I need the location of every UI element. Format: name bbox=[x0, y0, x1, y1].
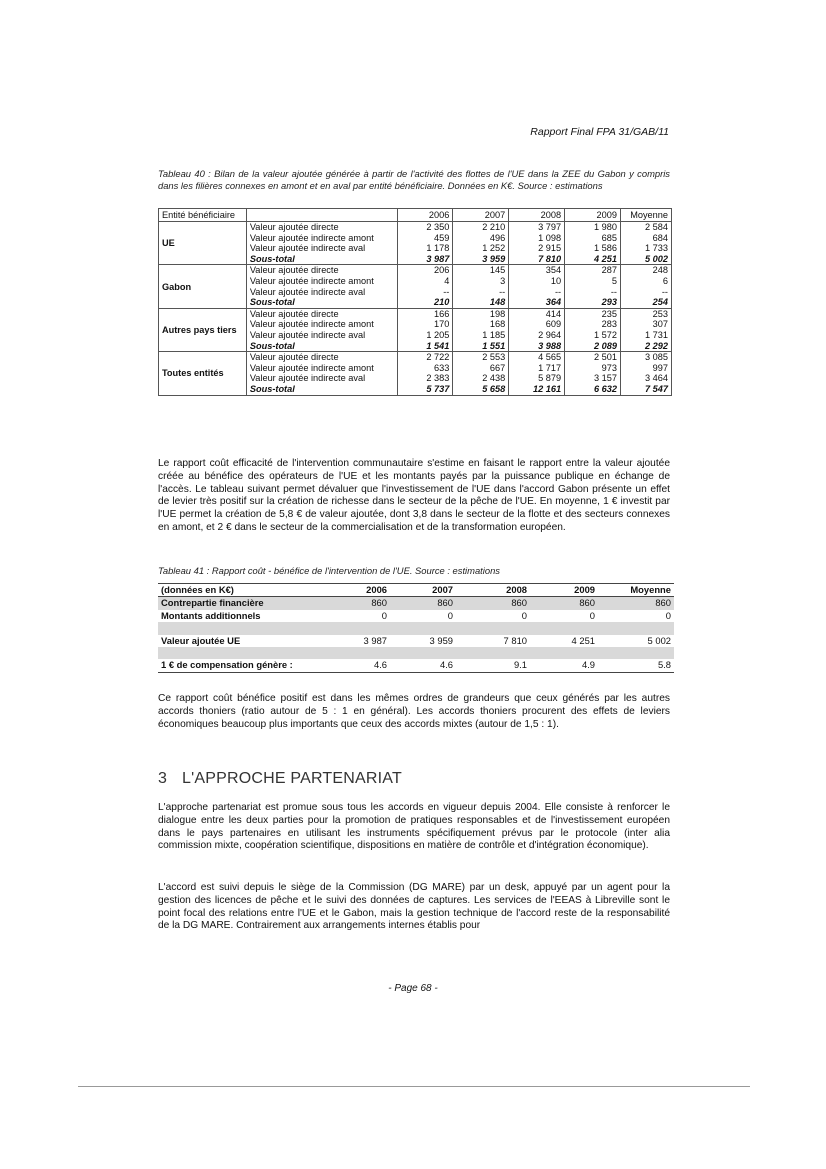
section-number: 3 bbox=[158, 770, 168, 787]
table40-value-cell: 3 797 bbox=[509, 222, 565, 233]
table41-label-cell bbox=[158, 647, 320, 659]
table41-value-cell: 4.6 bbox=[390, 659, 456, 672]
table40-entity-cell: Autres pays tiers bbox=[159, 308, 247, 351]
table40-value-cell: 2 722 bbox=[398, 352, 453, 363]
table40-value-cell: 293 bbox=[565, 297, 621, 308]
table40-value-cell: 253 bbox=[621, 308, 672, 319]
table40-value-cell: 496 bbox=[453, 233, 509, 244]
table40-value-cell: 1 252 bbox=[453, 243, 509, 254]
table40-value-cell: 307 bbox=[621, 319, 672, 330]
table40-row bbox=[159, 352, 672, 363]
table41-value-cell: 0 bbox=[521, 609, 527, 621]
table41-value-cell: 860 bbox=[530, 597, 598, 610]
table41-header-cell: 2007 bbox=[390, 584, 456, 597]
table41-value-cell: 4 251 bbox=[571, 634, 595, 646]
table40-value-cell: 1 731 bbox=[621, 330, 672, 341]
table40-value-cell: 254 bbox=[621, 297, 672, 308]
table41-value-cell: 0 bbox=[381, 609, 387, 621]
table40-value-cell: 5 879 bbox=[509, 373, 565, 384]
page-number: - Page 68 - bbox=[388, 983, 438, 994]
table40-value-cell: 283 bbox=[565, 319, 621, 330]
table40-header-cell: 2006 bbox=[398, 209, 453, 222]
table40-value-cell: 997 bbox=[621, 363, 672, 374]
table41-value-cell: 5 002 bbox=[647, 634, 671, 646]
table41-header-cell: 2006 bbox=[320, 584, 390, 597]
table40-value-cell: 1 572 bbox=[565, 330, 621, 341]
table41-label-cell: Montants additionnels bbox=[161, 609, 261, 621]
table41-row bbox=[158, 597, 674, 610]
table41-row bbox=[158, 610, 674, 622]
table41-header-cell: 2009 bbox=[530, 584, 598, 597]
table40-header-cell: 2009 bbox=[565, 209, 621, 222]
table40-value-cell: 2 292 bbox=[621, 341, 672, 352]
table40-entity-cell: Toutes entités bbox=[159, 352, 247, 395]
table40-value-cell: 5 737 bbox=[398, 384, 453, 395]
cost-benefit-table bbox=[158, 583, 674, 673]
table40-label-cell: Valeur ajoutée indirecte aval bbox=[246, 287, 398, 298]
table40-value-cell: 6 632 bbox=[565, 384, 621, 395]
table40-value-cell: 973 bbox=[565, 363, 621, 374]
table40-value-cell: 12 161 bbox=[509, 384, 565, 395]
table40-value-cell: 2 553 bbox=[453, 352, 509, 363]
section-heading bbox=[158, 770, 402, 788]
table40-value-cell: -- bbox=[565, 287, 621, 298]
table40-value-cell: -- bbox=[509, 287, 565, 298]
table40-value-cell: 2 438 bbox=[453, 373, 509, 384]
table40-value-cell: 248 bbox=[621, 265, 672, 276]
table41-value-cell bbox=[320, 622, 390, 634]
table40-value-cell: 354 bbox=[509, 265, 565, 276]
table40-value-cell: 609 bbox=[509, 319, 565, 330]
table40-value-cell: 210 bbox=[398, 297, 453, 308]
table40-label-cell: Valeur ajoutée indirecte aval bbox=[246, 330, 398, 341]
table40-value-cell: 364 bbox=[509, 297, 565, 308]
table41-value-cell: 4.9 bbox=[530, 659, 598, 672]
table41-value-cell bbox=[390, 622, 456, 634]
section-title: L'APPROCHE PARTENARIAT bbox=[182, 770, 402, 787]
table40-value-cell: 5 bbox=[565, 276, 621, 287]
table41-label-cell: Valeur ajoutée UE bbox=[161, 634, 241, 646]
table41-value-cell: 860 bbox=[456, 597, 530, 610]
table41-label-cell: 1 € de compensation génère : bbox=[158, 659, 320, 672]
table40-label-cell: Valeur ajoutée indirecte aval bbox=[246, 243, 398, 254]
table40-value-cell: 2 089 bbox=[565, 341, 621, 352]
table41-value-cell bbox=[530, 647, 598, 659]
table40-value-cell: 2 915 bbox=[509, 243, 565, 254]
table40-label-cell: Valeur ajoutée directe bbox=[246, 222, 398, 233]
table40-value-cell: 1 733 bbox=[621, 243, 672, 254]
table40-value-cell: 145 bbox=[453, 265, 509, 276]
table40-value-cell: 3 157 bbox=[565, 373, 621, 384]
table40-label-cell: Sous-total bbox=[246, 384, 398, 395]
table41-value-cell bbox=[598, 622, 674, 634]
table40-label-cell: Valeur ajoutée directe bbox=[246, 352, 398, 363]
table40-label-cell: Sous-total bbox=[246, 297, 398, 308]
table41-row bbox=[158, 635, 674, 647]
table41-header-cell: (données en K€) bbox=[158, 584, 320, 597]
table40-value-cell: 166 bbox=[398, 308, 453, 319]
table40-row bbox=[159, 222, 672, 233]
table40-value-cell: 7 810 bbox=[509, 254, 565, 265]
table41-value-cell: 860 bbox=[598, 597, 674, 610]
table40-value-cell: 1 178 bbox=[398, 243, 453, 254]
table40-label-cell: Valeur ajoutée indirecte amont bbox=[246, 233, 398, 244]
table40-value-cell: 148 bbox=[453, 297, 509, 308]
table40-value-cell: 198 bbox=[453, 308, 509, 319]
table40-row bbox=[159, 308, 672, 319]
table40-value-cell: 633 bbox=[398, 363, 453, 374]
table40-label-cell: Valeur ajoutée indirecte amont bbox=[246, 319, 398, 330]
table40-value-cell: 6 bbox=[621, 276, 672, 287]
table41-row bbox=[158, 659, 674, 672]
table40-header-cell: 2007 bbox=[453, 209, 509, 222]
table40-value-cell: 1 541 bbox=[398, 341, 453, 352]
table40-value-cell: 5 658 bbox=[453, 384, 509, 395]
footer-rule bbox=[78, 1086, 750, 1087]
table40-header-cell: Moyenne bbox=[621, 209, 672, 222]
page-header: Rapport Final FPA 31/GAB/11 bbox=[530, 126, 669, 138]
table40-value-cell: 3 988 bbox=[509, 341, 565, 352]
table40-value-cell: 1 205 bbox=[398, 330, 453, 341]
paragraph-cost-efficiency: Le rapport coût efficacité de l'intervention communautaire s'estime en faisant le rapport entre la valeur ajoutée créée au bénéfice des opérateurs de l'UE et les montants payés par la puissance publique en échange de l'accès. Le tableau suivant permet dévaluer que l'investissement de l'UE dans l'accord Gabon présente un effet de levier très positif sur la création de richesse dans le secteur de la pêche de l'UE. En moyenne, 1 € investit par l'UE permet la création de 5,8 € de valeur ajoutée, dont 3,8 dans le secteur de la flotte et des secteurs connexes en amont, et 2 € dans le secteur de la commercialisation et de la transformation européen. bbox=[158, 458, 670, 533]
table40-value-cell: 1 098 bbox=[509, 233, 565, 244]
table41-value-cell: 5.8 bbox=[598, 659, 674, 672]
table41-value-cell: 860 bbox=[320, 597, 390, 610]
table41-caption: Tableau 41 : Rapport coût - bénéfice de l'intervention de l'UE. Source : estimations bbox=[158, 565, 500, 576]
table40-header-cell: 2008 bbox=[509, 209, 565, 222]
table41-value-cell: 0 bbox=[665, 609, 671, 621]
table40-value-cell: 3 987 bbox=[398, 254, 453, 265]
table40-value-cell: 3 bbox=[453, 276, 509, 287]
table40-value-cell: 2 964 bbox=[509, 330, 565, 341]
table41-value-cell bbox=[456, 647, 530, 659]
paragraph-partnership: L'approche partenariat est promue sous tous les accords en vigueur depuis 2004. Elle consiste à renforcer le dialogue entre les deux parties pour la promotion de pratiques responsables et de l'investissement européen dans le pays partenaires en utilisant les instruments spécifiquement prévus par le protocole (inter alia commission mixte, coopération scientifique, dispositions en matière de contrôle et d'intégration économique). bbox=[158, 802, 670, 852]
table40-value-cell: 2 383 bbox=[398, 373, 453, 384]
table40-value-cell: 3 959 bbox=[453, 254, 509, 265]
table40-value-cell: 2 584 bbox=[621, 222, 672, 233]
table41-label-cell: Contrepartie financière bbox=[158, 597, 320, 610]
table40-label-cell: Valeur ajoutée indirecte amont bbox=[246, 363, 398, 374]
table40-value-cell: 168 bbox=[453, 319, 509, 330]
table40-label-cell: Valeur ajoutée indirecte aval bbox=[246, 373, 398, 384]
table40-value-cell: 206 bbox=[398, 265, 453, 276]
table40-value-cell: 2 350 bbox=[398, 222, 453, 233]
table41-value-cell: 0 bbox=[447, 609, 453, 621]
table40-value-cell: 287 bbox=[565, 265, 621, 276]
table41-header-row bbox=[158, 584, 674, 597]
table40-header-cell bbox=[246, 209, 398, 222]
table40-value-cell: 1 185 bbox=[453, 330, 509, 341]
table40-value-cell: 3 464 bbox=[621, 373, 672, 384]
table40-value-cell: 414 bbox=[509, 308, 565, 319]
table40-label-cell: Valeur ajoutée directe bbox=[246, 308, 398, 319]
table41-value-cell bbox=[320, 647, 390, 659]
table41-value-cell: 860 bbox=[390, 597, 456, 610]
table40-value-cell: 459 bbox=[398, 233, 453, 244]
table41-label-cell bbox=[158, 622, 320, 634]
table40-header-row bbox=[159, 209, 672, 222]
table41-value-cell bbox=[390, 647, 456, 659]
table41-value-cell: 4.6 bbox=[320, 659, 390, 672]
table41-value-cell bbox=[598, 647, 674, 659]
table41-value-cell: 0 bbox=[589, 609, 595, 621]
paragraph-tuna-agreements: Ce rapport coût bénéfice positif est dans les mêmes ordres de grandeurs que ceux générés par les autres accords thoniers (ratio autour de 5 : 1 en général). Les accords thoniers procurent des effets de leviers économiques beaucoup plus importants que ceux des accords mixtes (autour de 1,5 : 1). bbox=[158, 693, 670, 730]
paragraph-agreement-follow-up: L'accord est suivi depuis le siège de la Commission (DG MARE) par un desk, appuyé par un agent pour la gestion des licences de pêche et le suivi des données de captures. Les services de l'EEAS à Libreville sont le point focal des relations entre l'UE et le Gabon, mais la gestion technique de l'accord reste de la responsabilité de la DG MARE. Contrairement aux arrangements internes établis pour bbox=[158, 882, 670, 932]
table40-value-cell: 235 bbox=[565, 308, 621, 319]
table40-value-cell: 684 bbox=[621, 233, 672, 244]
table40-label-cell: Valeur ajoutée indirecte amont bbox=[246, 276, 398, 287]
table40-caption: Tableau 40 : Bilan de la valeur ajoutée générée à partir de l'activité des flottes de l'UE dans la ZEE du Gabon y compris dans les filières connexes en amont et en aval par entité bénéficiaire. Données en K€. Source : estimations bbox=[158, 168, 670, 191]
table40-value-cell: 10 bbox=[509, 276, 565, 287]
table40-value-cell: 170 bbox=[398, 319, 453, 330]
table40-label-cell: Sous-total bbox=[246, 254, 398, 265]
table40-entity-cell: UE bbox=[159, 222, 247, 265]
table40-label-cell: Sous-total bbox=[246, 341, 398, 352]
table40-value-cell: 2 501 bbox=[565, 352, 621, 363]
value-added-table bbox=[158, 208, 672, 396]
table41-row bbox=[158, 622, 674, 634]
table41-value-cell: 3 987 bbox=[363, 634, 387, 646]
table40-header-cell: Entité bénéficiaire bbox=[159, 209, 247, 222]
table40-value-cell: 1 717 bbox=[509, 363, 565, 374]
table40-value-cell: 5 002 bbox=[621, 254, 672, 265]
table40-row bbox=[159, 265, 672, 276]
table40-value-cell: 667 bbox=[453, 363, 509, 374]
table40-value-cell: 1 551 bbox=[453, 341, 509, 352]
table40-value-cell: 3 085 bbox=[621, 352, 672, 363]
table40-value-cell: -- bbox=[453, 287, 509, 298]
table40-value-cell: -- bbox=[621, 287, 672, 298]
table41-header-cell: 2008 bbox=[456, 584, 530, 597]
table40-label-cell: Valeur ajoutée directe bbox=[246, 265, 398, 276]
table40-value-cell: 4 251 bbox=[565, 254, 621, 265]
table40-value-cell: 1 586 bbox=[565, 243, 621, 254]
table41-header-cell: Moyenne bbox=[598, 584, 674, 597]
table40-value-cell: 685 bbox=[565, 233, 621, 244]
table40-value-cell: -- bbox=[398, 287, 453, 298]
table40-value-cell: 4 565 bbox=[509, 352, 565, 363]
table40-entity-cell: Gabon bbox=[159, 265, 247, 308]
table40-value-cell: 2 210 bbox=[453, 222, 509, 233]
table40-value-cell: 1 980 bbox=[565, 222, 621, 233]
table41-value-cell: 3 959 bbox=[429, 634, 453, 646]
table41-value-cell: 7 810 bbox=[503, 634, 527, 646]
table41-value-cell bbox=[530, 622, 598, 634]
table40-value-cell: 4 bbox=[398, 276, 453, 287]
table41-value-cell: 9.1 bbox=[456, 659, 530, 672]
table41-value-cell bbox=[456, 622, 530, 634]
table40-value-cell: 7 547 bbox=[621, 384, 672, 395]
table41-row bbox=[158, 647, 674, 659]
